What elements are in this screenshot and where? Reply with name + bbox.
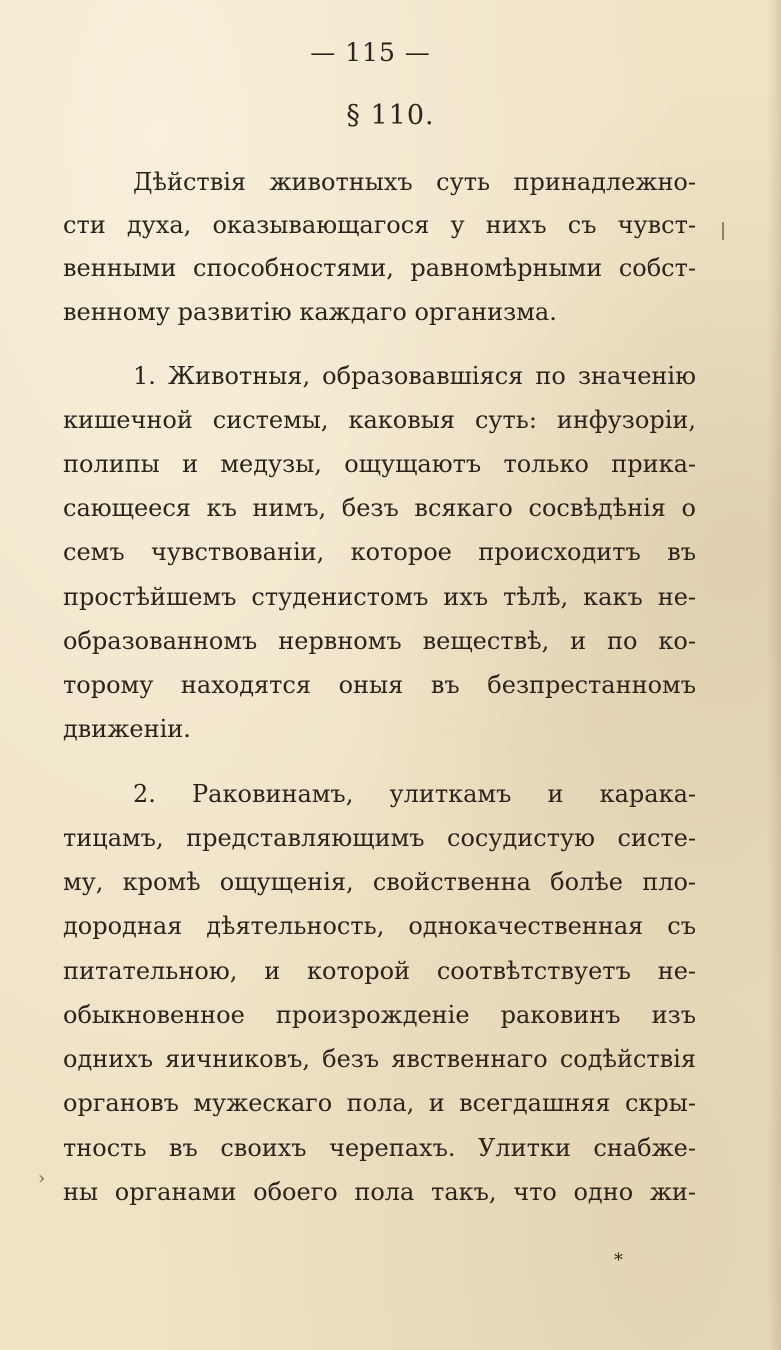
text-line: образованномъ нервномъ веществѣ, и по ко-	[63, 627, 696, 655]
text-line: питательною, и которой соотвѣтствуетъ не-	[63, 957, 696, 985]
text-line: сающееся къ нимъ, безъ всякаго сосвѣдѣнія о	[63, 494, 696, 522]
text-line: 2. Раковинамъ, улиткамъ и карака-	[133, 780, 696, 808]
text-line: сти духа, оказывающагося у нихъ съ чувст-	[63, 211, 696, 239]
page-edge-shadow	[767, 0, 781, 1350]
text-line: тицамъ, представляющимъ сосудистую систе-	[63, 824, 696, 852]
text-line: тность въ своихъ черепахъ. Улитки снабже-	[63, 1134, 696, 1162]
margin-tick-mark: ›	[38, 1168, 46, 1189]
page-number: — 115 —	[310, 38, 431, 67]
text-line: движеніи.	[63, 715, 191, 743]
text-line: ны органами обоего пола такъ, что одно жи-	[63, 1178, 696, 1206]
text-line: обыкновенное произрожденіе раковинъ изъ	[63, 1001, 696, 1029]
text-line: торому находятся оныя въ безпрестанномъ	[63, 671, 696, 699]
text-line: Дѣйствія животныхъ суть принадлежно-	[133, 168, 696, 196]
text-line: семъ чувствованіи, которое происходитъ въ	[63, 538, 696, 566]
text-line: 1. Животныя, образовавшіяся по значенію	[133, 362, 696, 390]
text-line: венному развитію каждаго организма.	[63, 298, 557, 326]
text-line: органовъ мужескаго пола, и всегдашняя скры-	[63, 1089, 696, 1117]
section-heading: § 110.	[346, 100, 435, 131]
text-line: дородная дѣятельность, однокачественная съ	[63, 912, 696, 940]
text-line: полипы и медузы, ощущаютъ только прика-	[63, 450, 696, 478]
catchword-mark: *	[614, 1250, 623, 1271]
text-line: простѣйшемъ студенистомъ ихъ тѣлѣ, какъ не-	[63, 583, 696, 611]
text-line: однихъ яичниковъ, безъ явственнаго содѣйствія	[63, 1045, 696, 1073]
margin-tick-mark: |	[720, 220, 727, 241]
text-line: кишечной системы, каковыя суть: инфузоріи,	[63, 406, 696, 434]
text-line: му, кромѣ ощущенія, свойственна болѣе пло-	[63, 868, 696, 896]
text-line: венными способностями, равномѣрными собст-	[63, 254, 696, 282]
